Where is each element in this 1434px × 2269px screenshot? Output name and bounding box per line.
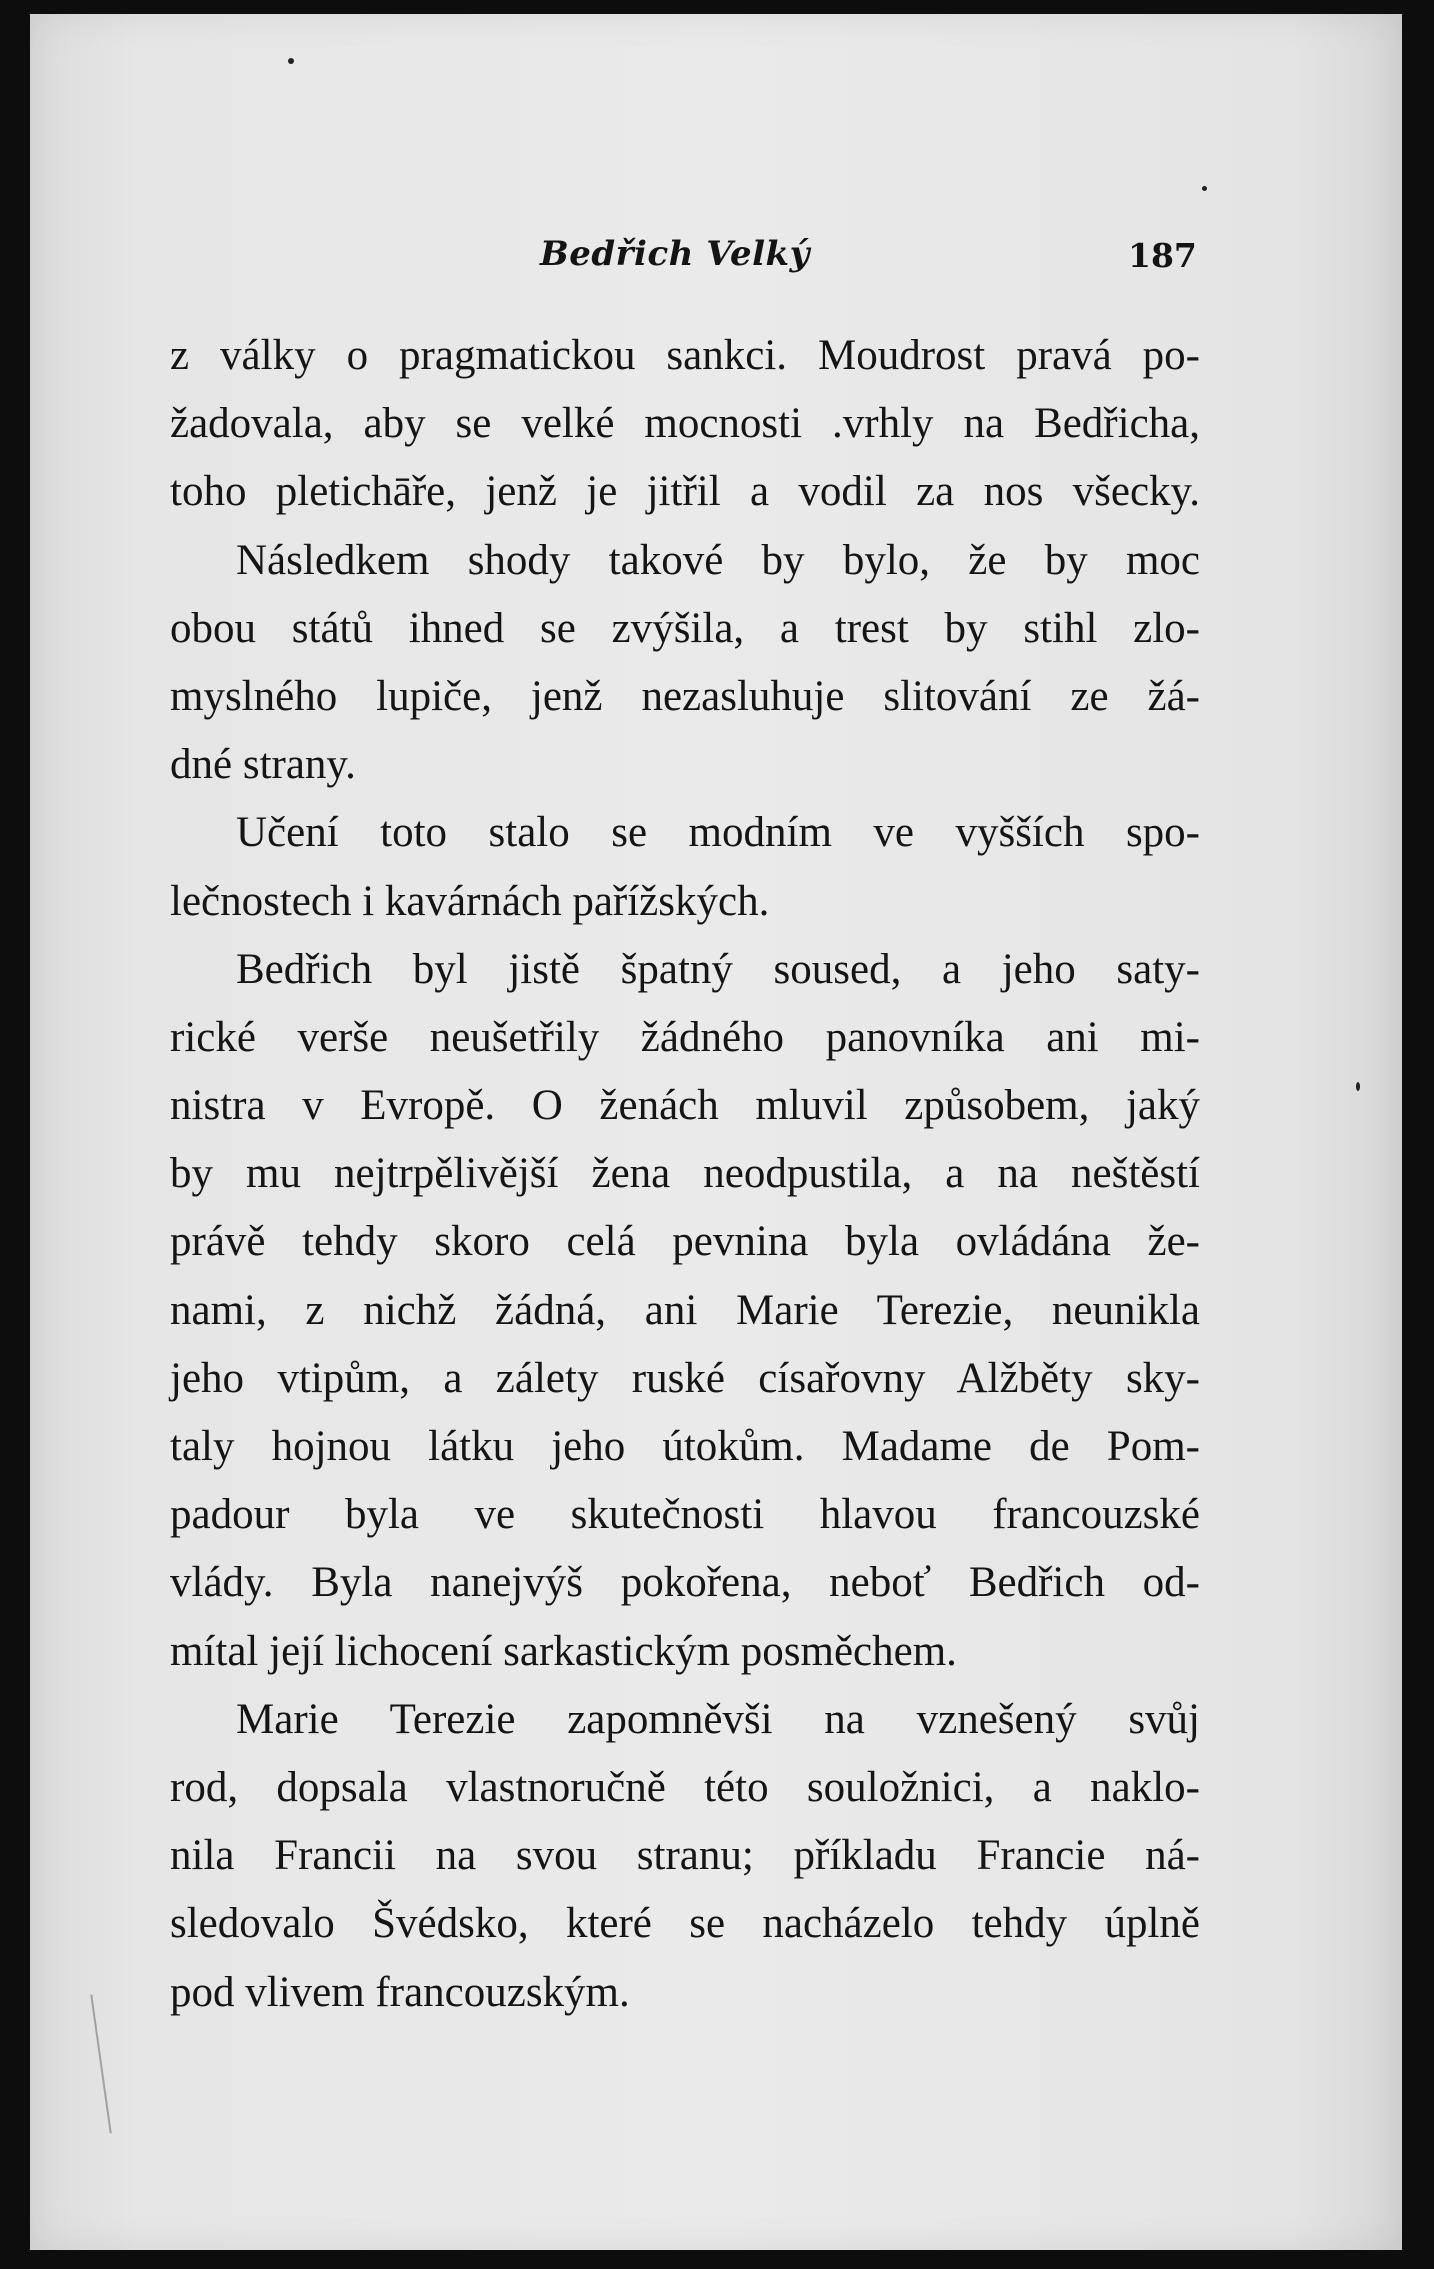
text-line: taly hojnou látku jeho útokům. Madame de Pom- bbox=[170, 1423, 1200, 1470]
print-speck bbox=[1356, 1082, 1360, 1091]
text-line: padour byla ve skutečnosti hlavou francouzské bbox=[170, 1491, 1200, 1539]
scan-artifact-line bbox=[90, 1995, 111, 2134]
page-header bbox=[30, 234, 1402, 284]
text-line: Bedřich byl jistě špatný soused, a jeho saty- bbox=[236, 945, 1200, 993]
book-page bbox=[30, 14, 1402, 2250]
text-line: vlády. Byla nanejvýš pokořena, neboť Bedřich od- bbox=[170, 1559, 1200, 1607]
text-line: rické verše neušetřily žádného panovníka ani mi- bbox=[170, 1013, 1200, 1061]
text-line: Učení toto stalo se modním ve vyšších spo- bbox=[236, 809, 1200, 857]
text-line: myslného lupiče, jenž nezasluhuje slitování ze žá- bbox=[170, 672, 1200, 720]
text-line: Následkem shody takové by bylo, že by moc bbox=[236, 536, 1200, 584]
print-speck bbox=[288, 58, 294, 64]
text-line: lečnostech i kavárnách pařížských. bbox=[170, 877, 770, 925]
text-line: mítal její lichocení sarkastickým posměchem. bbox=[170, 1627, 957, 1675]
text-line: nami, z nichž žádná, ani Marie Terezie, neunikla bbox=[170, 1286, 1200, 1334]
text-line: sledovalo Švédsko, které se nacházelo tehdy úplně bbox=[170, 1900, 1200, 1948]
text-line: toho pletichāře, jenž je jitřil a vodil za nos všecky. bbox=[170, 468, 1200, 516]
text-line: Marie Terezie zapomněvši na vznešený svůj bbox=[236, 1695, 1200, 1743]
text-line: rod, dopsala vlastnoručně této souložnici, a naklo- bbox=[170, 1763, 1200, 1811]
text-line: žadovala, aby se velké mocnosti .vrhly na Bedřicha, bbox=[170, 400, 1200, 448]
body-text bbox=[170, 322, 1200, 2027]
text-line: z války o pragmatickou sankci. Moudrost pravá po- bbox=[170, 332, 1200, 379]
text-line: právě tehdy skoro celá pevnina byla ovládána že- bbox=[170, 1218, 1200, 1266]
text-line: by mu nejtrpělivější žena neodpustila, a na neštěstí bbox=[170, 1150, 1200, 1198]
text-line: nila Francii na svou stranu; příkladu Francie ná- bbox=[170, 1832, 1200, 1880]
text-line: nistra v Evropě. O ženách mluvil způsobem, jaký bbox=[170, 1082, 1200, 1130]
text-line: obou států ihned se zvýšila, a trest by stihl zlo- bbox=[170, 604, 1200, 652]
text-line: pod vlivem francouzským. bbox=[170, 1968, 630, 2016]
text-line: dné strany. bbox=[170, 741, 356, 789]
print-speck bbox=[1202, 186, 1207, 191]
running-title: Bedřich Velký bbox=[540, 234, 810, 274]
text-line: jeho vtipům, a zálety ruské císařovny Alžběty sky- bbox=[170, 1354, 1200, 1402]
page-number: 187 bbox=[1128, 236, 1197, 275]
